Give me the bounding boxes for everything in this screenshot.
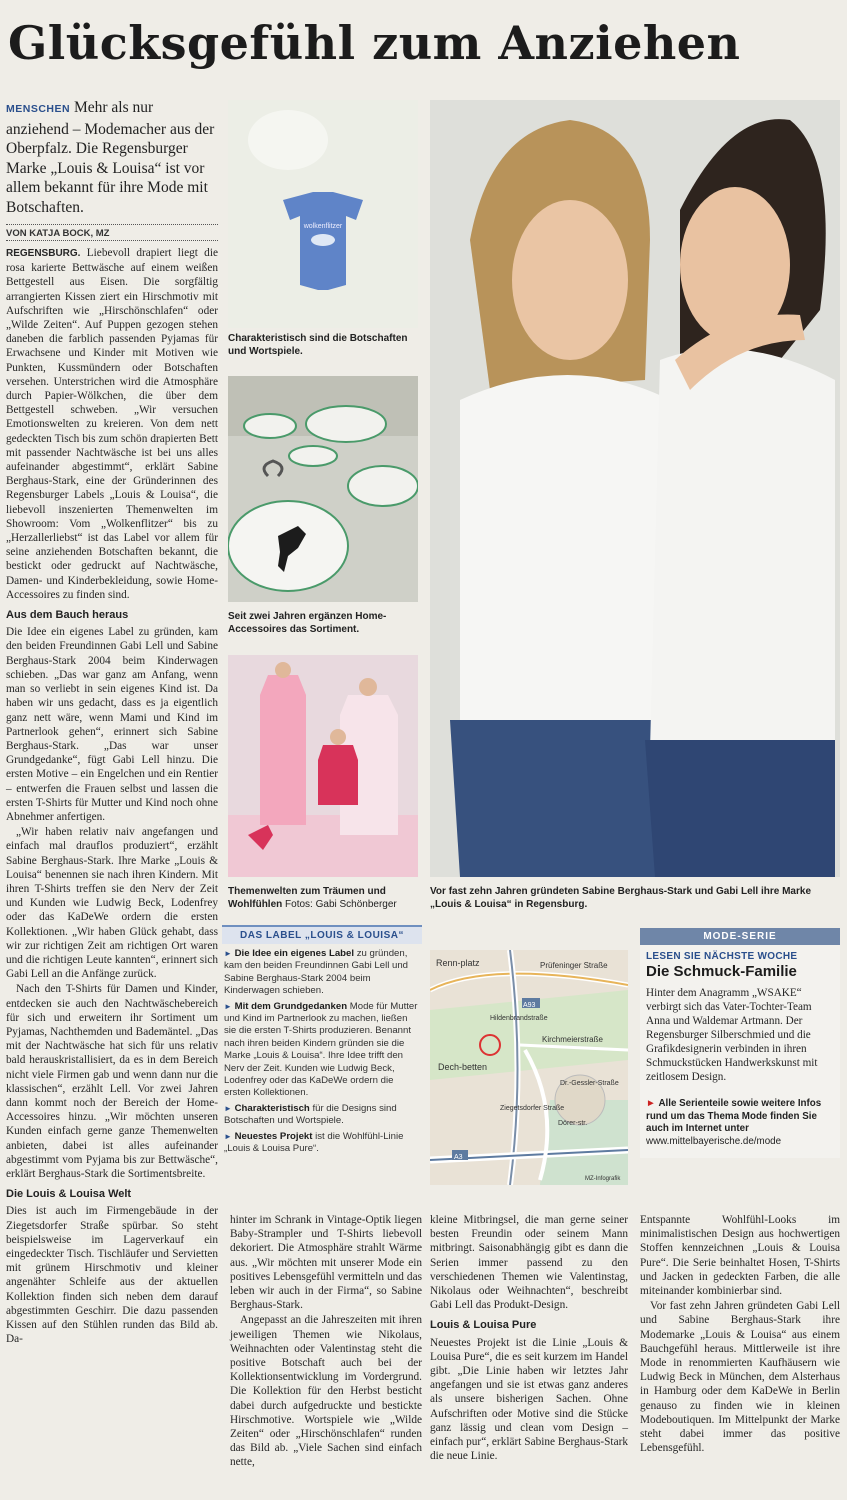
- divider: [6, 240, 218, 241]
- dateline: REGENSBURG.: [6, 248, 81, 259]
- shirt-print-text: wolkenflitzer: [303, 223, 343, 230]
- map-label: Dech-betten: [438, 1062, 488, 1072]
- subheading: Louis & Louisa Pure: [430, 1319, 537, 1332]
- map-label: Kirchmeierstraße: [542, 1035, 603, 1044]
- author-byline: VON KATJA BOCK, MZ: [6, 224, 218, 239]
- info-box-item: [224, 948, 420, 998]
- url-link[interactable]: www.mittelbayerische.de/mode: [646, 1135, 782, 1147]
- map-label: A3: [454, 1154, 463, 1161]
- mode-series-header: MODE-SERIE: [640, 928, 840, 945]
- map-label: A93: [523, 1002, 536, 1009]
- map-label: Renn-platz: [436, 958, 480, 968]
- item-text: ist die Wohlfühl-Linie „Louis & Louisa Pure“.: [224, 1130, 404, 1155]
- mode-series-title: Die Schmuck-Familie: [646, 963, 797, 980]
- map-credit: MZ-Infografik: [585, 1176, 621, 1182]
- paragraph: Vor fast zehn Jahren gründeten Gabi Lell und Sabine Berghaus-Stark ihre Modemarke „Louis & Louisa“ aus einem Bauchgefühl heraus. Mittlerweile ist ihre Mode in renommierten Kaufhäusern wie Ludwig Beck in München, dem Alsterhaus in Hamburg oder dem KaDeWe in Berlin genauso zu finden wie in kleinen Modeboutiquen. Im Mittelpunkt der Marke steht dabei immer das positive Lebensgefühl.: [640, 1300, 840, 1455]
- item-bold: Neuestes Projekt: [234, 1130, 313, 1142]
- item-bold: Die Idee ein eigenes Label: [234, 948, 355, 959]
- article-column-2: [230, 1213, 422, 1471]
- mode-series-link: [646, 1098, 834, 1148]
- link-text: Alle Serienteile sowie weitere Infos rund um das Thema Mode finden Sie auch im Internet unter: [646, 1098, 822, 1135]
- article-column-4: [640, 1213, 840, 1456]
- paragraph: kleine Mitbringsel, die man gerne seiner besten Freundin oder seinem Mann mitbringt. Saisonabhängig gibt es dann die Serien immer passend zu den verschiedenen Themen wie Valentinstag, Nikolaus oder Weihnachten“, beschreibt Gabi Lell das Produkt-Design.: [430, 1214, 628, 1312]
- photo-credit: Fotos: Gabi Schönberger: [285, 899, 397, 910]
- subheading: Die Louis & Louisa Welt: [6, 1188, 132, 1201]
- map-label: Dörer-str.: [558, 1120, 588, 1127]
- map-label: Ziegetsdorfer Straße: [500, 1105, 565, 1112]
- paragraph: Entspannte Wohlfühl-Looks im minimalistischen Design aus hochwertigen Stoffen kennzeichnen „Louis & Louisa Pure“. Die Serie beinhaltet Hosen, T-Shirts und Jacken in gedeckten Farben, die alle miteinander kombinierbar sind.: [640, 1214, 840, 1298]
- photo-baby-shirt: [228, 100, 418, 328]
- info-box-items: [222, 944, 422, 1163]
- teaser-kicker: MENSCHEN: [6, 103, 71, 115]
- location-map: [430, 950, 628, 1185]
- item-bold: Charakteristisch: [234, 1102, 310, 1114]
- item-text: für die Designs sind Botschaften und Wortspiele.: [224, 1102, 397, 1127]
- map-label: Prüfeninger Straße: [540, 961, 608, 970]
- article-column-1: [6, 246, 218, 1347]
- paragraph: Liebevoll drapiert liegt die rosa karierte Bettwäsche auf einem weißen Bettgestell aus Eisen. Die sorgfältig arrangierten Kissen ziert ein Hirschmotiv mit Aufschriften wie „Hirschönschlafen“ oder „Wilde Zeiten“. Auf Puppen gezogen stehen daneben die farblich passenden Pyjamas für Erwachsene und Kinder mit Motiven wie Punkten, Kussmündern oder Botschaften versehen. Unterstrichen wird die Atmosphäre durch Papier-Wölkchen, die über dem Bettgestell schweben. „Wir versuchen Emotionswelten zu kreieren. Von dem nett gedeckten Tisch bis zum schön drapierten Bett mit passender Nachtwäsche ist bei uns alles aufeinander abgestimmt“, erklärt Sabine Berghaus-Stark, eine der Gründerinnen des Regensburger Labels „Louis & Louisa“, die liebevoll inszenierten Themenwelten im Showroom: Vom „Wolkenflitzer“ bis zu „Herzallerliebst“ ist das Label vor allem für seine anziehenden Botschaften bekannt, die bestickt oder gedruckt auf Nachtwäsche, Damen- und Kinderbekleidung, sowie Home-Accessoires zu finden sind.: [6, 247, 218, 601]
- photo-plates: [228, 376, 418, 602]
- map-label: Dr.-Gessler-Straße: [560, 1080, 619, 1087]
- paragraph: hinter im Schrank in Vintage-Optik liegen Baby-Strampler und T-Shirts liebevoll dekoriert. Die Atmosphäre strahlt Wärme aus. „Wir möchten mit unserer Mode ein positives Lebensgefühl vermitteln und das leben wir auch in der Firma“, so Sabine Berghaus-Stark.: [230, 1214, 422, 1312]
- photo-pyjamas: [228, 655, 418, 877]
- headline: Glücksgefühl zum Anziehen: [8, 16, 741, 70]
- item-text: Mode für Mutter und Kind im Partnerlook zu machen, ließen sie die ersten T-Shirts produzieren. Benannt nach ihren beiden Kindern gründen sie die Marke „Louis & Louisa“. Ihre Idee trifft den Nerv der Zeit. Kunden wie Ludwig Beck, Lodenfrey oder das KaDeWe ordern die ersten Kollektionen.: [224, 1000, 418, 1099]
- paragraph: Nach den T-Shirts für Damen und Kinder, entdecken sie auch den Nachtwäschebereich für sich und erweitern ihr Sortiment um Pyjamas, Nachthemden und Bademäntel. „Das mit der Nachtwäsche hat sich für uns relativ bald herauskristallisiert, da es in dem Bereich nicht viele Firmen gab und wenn dann nur die klassischen“, erzählt Lell. Vor zwei Jahren dann kommt noch der Bereich der Home-Accessoires hinzu. „Wir möchten unseren Kunden einfach gerne ganze Themenwelten anbieten, dabei ist alles aufeinander abgestimmt vom Pyjama bis zur Bettwäsche“, erklärt Berghaus-Stark die Sortimentsbreite.: [6, 983, 218, 1180]
- paragraph: Dies ist auch im Firmengebäude in der Ziegetsdorfer Straße spürbar. So steht beispielsweise im Lagerverkauf ein eingedeckter Tisch. Tischläufer und Servietten mit grünem Hirschmotiv und kleiner angenähter Schleife aus der aktuellen Kollektion finden sich neben dem darauf abgestimmten Geschirr. Die dazu passenden Kissen auf den Stühlen runden das Bild ab. Da-: [6, 1205, 218, 1346]
- caption-founders: Vor fast zehn Jahren gründeten Sabine Berghaus-Stark und Gabi Lell ihre Marke „Louis & Louisa“ in Regensburg.: [430, 886, 812, 910]
- caption-text: Themenwelten zum Träumen und Wohlfühlen: [228, 886, 386, 910]
- arrow-icon: ►: [646, 1098, 656, 1109]
- mode-series-subheader: LESEN SIE NÄCHSTE WOCHE: [646, 951, 798, 962]
- article-column-3: [430, 1213, 628, 1464]
- item-text: zu gründen, kam den beiden Freundinnen Gabi Lell und Sabine Berghaus-Stark 2004 beim Kinderwagen schieben.: [224, 948, 409, 997]
- bullet-triangle-icon: ►: [224, 1001, 232, 1011]
- bullet-triangle-icon: ►: [224, 1131, 232, 1141]
- caption-plates: Seit zwei Jahren ergänzen Home-Accessoires das Sortiment.: [228, 611, 387, 635]
- info-box-title: DAS LABEL „LOUIS & LOUISA“: [222, 927, 422, 944]
- info-box-label: [222, 925, 422, 1210]
- paragraph: Neuestes Projekt ist die Linie „Louis & Louisa Pure“, die es seit kurzem im Handel gibt. „Die Linie haben wir letztes Jahr angefangen und sie ist etwas ganz anderes als unsere bisherigen Sachen. Ohne Aufschriften oder Motive sind die Stücke ganz lässig und clean vom Design – einfach pur“, erklärt Sabine Berghaus-Stark die neue Linie.: [430, 1336, 628, 1463]
- info-box-item: [224, 1131, 420, 1156]
- photo-founders: [430, 100, 840, 877]
- paragraph: „Wir haben relativ naiv angefangen und einfach mal drauflos produziert“, erzählt Sabine Berghaus-Stark. Ihre Marke „Louis & Louisa“ benennen sie nach ihren Kindern. Mit ihren T-Shirts treffen sie den Nerv der Zeit und Kunden wie Ludwig Beck, Lodenfrey oder das KaDeWe ordern die ersten Kollektionen. „Wir haben Glück gehabt, dass wir zur richtigen Zeit am richtigen Ort waren und die richtigen Leute kannten“, erinnert sich Gabi Lell an die Anfänge zurück.: [6, 826, 218, 981]
- paragraph: Angepasst an die Jahreszeiten mit ihren jeweiligen Themen wie Nikolaus, Weihnachten oder Valentinstag steht die positive Botschaft auch bei der Kollektionsentwicklung im Vordergrund. Die Kollektion für den Herbst besticht dabei durch aufgedruckte und bestickte Hirschmotive. Wortspiele wie „Wilde Zeiten“ oder „Hirschönschlafen“ runden das Bild ab. „Viele Sachen sind einfach nette,: [230, 1314, 422, 1469]
- mode-series-box: [640, 928, 840, 1158]
- item-bold: Mit dem Grundgedanken: [234, 1000, 348, 1012]
- mode-series-text: Hinter dem Anagramm „WSAKE“ verbirgt sich das Vater-Tochter-Team Anna und Waldemar Artmann. Der Regensburger Silberschmied und die Grafikdesignerin verbinden in ihren Schmuckstücken Handwerkskunst mit zeitlosem Design.: [646, 987, 818, 1083]
- teaser-text: Mehr als nur anziehend – Modemacher aus der Oberpfalz. Die Regensburger Marke „Louis & Louisa“ ist vor allem bekannt für ihre Mode mit Botschaften.: [6, 99, 215, 216]
- bullet-triangle-icon: ►: [224, 949, 232, 958]
- info-box-item: [224, 1001, 420, 1100]
- map-label: Hildenbrandstraße: [490, 1015, 548, 1022]
- bullet-triangle-icon: ►: [224, 1103, 232, 1113]
- subheading: Aus dem Bauch heraus: [6, 609, 129, 622]
- caption-pyjamas: [228, 885, 418, 911]
- teaser: [6, 98, 218, 217]
- caption-baby-shirt: Charakteristisch sind die Botschaften und Wortspiele.: [228, 333, 408, 357]
- paragraph: Die Idee ein eigenes Label zu gründen, kam den beiden Freundinnen Gabi Lell und Sabine Berghaus-Stark 2004 beim Kinderwagen schieben. „Das war ganz am Anfang, wenn man so verliebt in sein eigenes Kind ist. Da haben wir uns gedacht, dass es ja eigentlich ganz nett wäre, wenn Mami und Kind im Partnerlook gehen“, erinnert sich Sabine Berghaus-Stark. „Das war unser Grundgedanke“, fügt Gabi Lell hinzu. Die ersten Motive – ein Engelchen und ein Rentier – entwerfen die Frauen selbst und lassen die ersten T-Shirts für Mutter und Kind noch ohne Abnehmer anfertigen.: [6, 626, 218, 823]
- info-box-item: [224, 1103, 420, 1128]
